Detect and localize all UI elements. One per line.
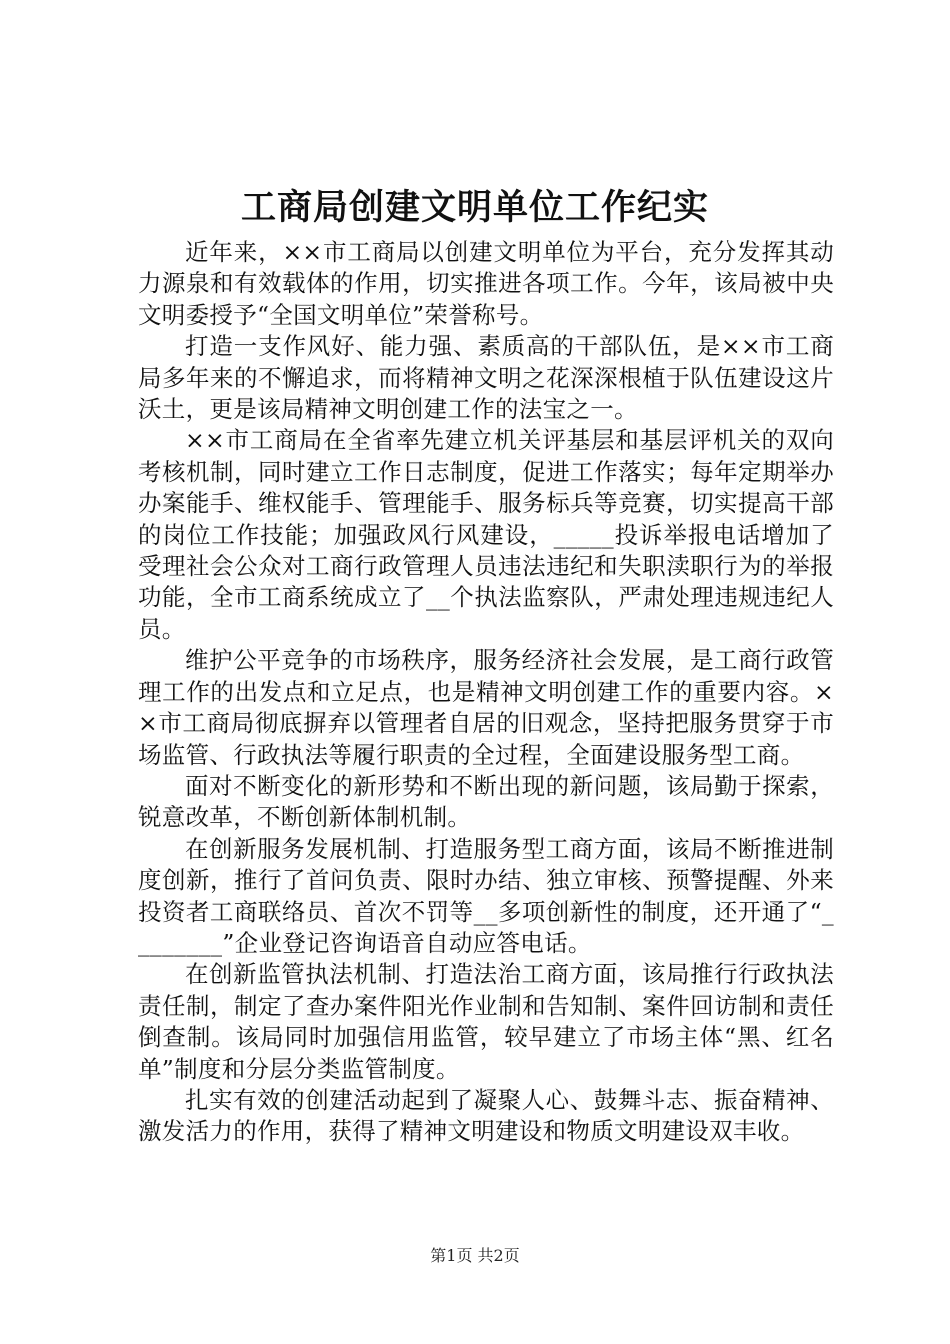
- document-body: [138, 237, 834, 1148]
- page-footer: 第1页 共2页: [430, 1246, 520, 1265]
- paragraph-4: 维护公平竞争的市场秩序，服务经济社会发展，是工商行政管理工作的出发点和立足点，也是精神文明创建工作的重要内容。××市工商局彻底摒弃以管理者自居的旧观念，坚持把服务贯穿于市场监管、行政执法等履行职责的全过程，全面建设服务型工商。: [138, 646, 834, 769]
- paragraph-8: 扎实有效的创建活动起到了凝聚人心、鼓舞斗志、振奋精神、激发活力的作用，获得了精神文明建设和物质文明建设双丰收。: [138, 1085, 834, 1146]
- paragraph-5: 面对不断变化的新形势和不断出现的新问题，该局勤于探索，锐意改革，不断创新体制机制。: [138, 771, 834, 832]
- paragraph-7: 在创新监管执法机制、打造法治工商方面，该局推行行政执法责任制，制定了查办案件阳光作业制和告知制、案件回访制和责任倒查制。该局同时加强信用监管，较早建立了市场主体“黑、红名单”制度和分层分类监管制度。: [138, 960, 834, 1083]
- paragraph-3: ××市工商局在全省率先建立机关评基层和基层评机关的双向考核机制，同时建立工作日志制度，促进工作落实；每年定期举办办案能手、维权能手、管理能手、服务标兵等竞赛，切实提高干部的岗位工作技能；加强政风行风建设，_____投诉举报电话增加了受理社会公众对工商行政管理人员违法违纪和失职渎职行为的举报功能，全市工商系统成立了__个执法监察队，严肃处理违规违纪人员。: [138, 426, 834, 643]
- paragraph-1: 近年来，××市工商局以创建文明单位为平台，充分发挥其动力源泉和有效载体的作用，切实推进各项工作。今年，该局被中央文明委授予“全国文明单位”荣誉称号。: [138, 238, 834, 329]
- document-title: 工商局创建文明单位工作纪实: [240, 187, 709, 228]
- paragraph-6: 在创新服务发展机制、打造服务型工商方面，该局不断推进制度创新，推行了首问负责、限时办结、独立审核、预警提醒、外来投资者工商联络员、首次不罚等__多项创新性的制度，还开通了“________”企业登记咨询语音自动应答电话。: [138, 834, 834, 957]
- paragraph-2: 打造一支作风好、能力强、素质高的干部队伍，是××市工商局多年来的不懈追求，而将精神文明之花深深根植于队伍建设这片沃土，更是该局精神文明创建工作的法宝之一。: [138, 332, 834, 424]
